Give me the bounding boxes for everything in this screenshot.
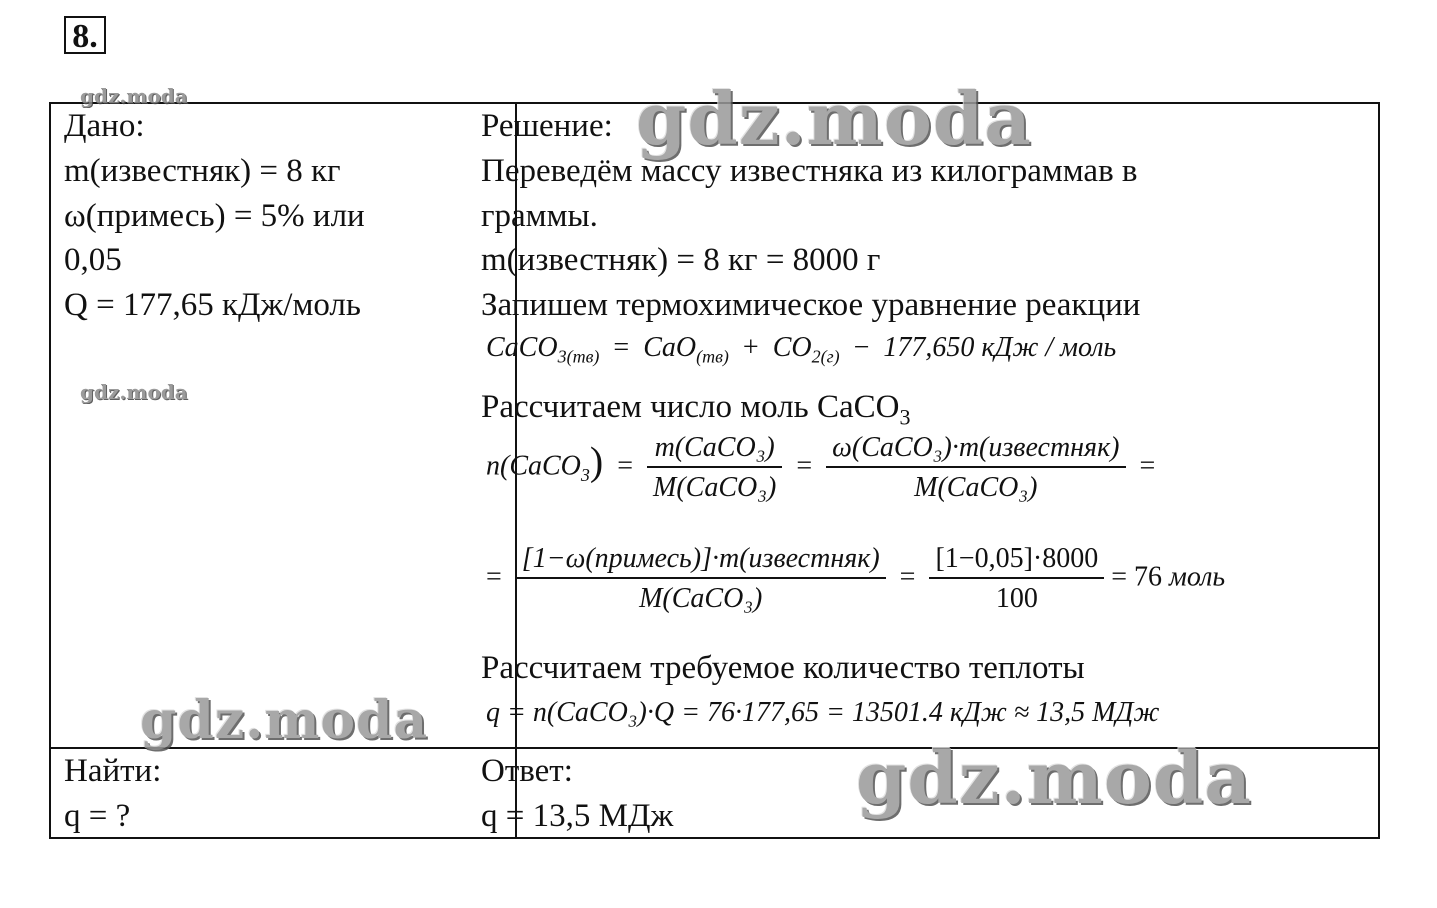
given-line: m(известняк) = 8 кг xyxy=(64,153,341,189)
fraction: $\frac{\text{m(CaCO₃)}}{\text{M(CaCO₃)}}$ xyxy=(647,432,782,504)
fraction: $\frac{\text{[1−ω(примесь)]·m(известняк)}}{\text{M(CaCO₃)}}$ xyxy=(516,543,886,615)
fraction: $\frac{\text{ω(CaCO₃)·m(известняк)}}{\text{M(CaCO₃)}}$ xyxy=(826,432,1125,504)
find-line: q = ? xyxy=(64,798,131,834)
watermark: gdz.moda xyxy=(856,735,1252,820)
given-heading: Дано: xyxy=(64,108,145,144)
solution-line: m(известняк) = 8 кг = 8000 г xyxy=(481,242,881,278)
given-line: Q = 177,65 кДж/моль xyxy=(64,287,361,323)
heat-formula: q = n(CaCO₃)·Q = 76·177,65 = 13501.4 кДж ≈ 13,5 МДж xyxy=(486,697,1160,728)
watermark: gdz.moda xyxy=(80,380,188,404)
solution-heading: Решение: xyxy=(481,108,613,144)
answer-line: q = 13,5 МДж xyxy=(481,798,674,834)
given-line: 0,05 xyxy=(64,242,122,278)
watermark: gdz.moda xyxy=(140,690,429,751)
watermark: gdz.moda xyxy=(80,84,188,108)
solution-line: граммы. xyxy=(481,198,598,234)
fraction: $\frac{[1-0,05]\cdot 8000}{100}$ xyxy=(929,543,1104,615)
find-heading: Найти: xyxy=(64,753,162,789)
solution-line: Запишем термохимическое уравнение реакции xyxy=(481,287,1141,323)
step-moles-heading: Рассчитаем число моль CaCO$_3$ xyxy=(481,389,911,430)
watermark: gdz.moda xyxy=(636,76,1032,161)
step-heat-heading: Рассчитаем требуемое количество теплоты xyxy=(481,650,1085,686)
moles-formula-line1: n(CaCO$_3$) = $\frac{\text{m(CaCO₃)}}{\text{M(CaCO₃)}}$ = $\frac{\text{ω(CaCO₃)·m(известняк)}}{\text{M(CaCO₃)}}$ = xyxy=(486,432,1156,503)
task-number: 8. xyxy=(64,16,106,54)
answer-heading: Ответ: xyxy=(481,753,573,789)
given-line: ω(примесь) = 5% или xyxy=(64,198,365,234)
thermo-equation: CaCO$_{3(тв)}$ = $CaO_{(тв)} + CO_{2(г)} - 177,650$ кДж / моль xyxy=(486,332,1117,367)
moles-formula-line2: = $\frac{\text{[1−ω(примесь)]·m(известняк)}}{\text{M(CaCO₃)}}$ = $\frac{[1-0,05]\cdot 8000}{100}$ = 76 моль xyxy=(486,543,1226,614)
solution-line: Переведём массу известняка из килограммав в xyxy=(481,153,1138,189)
